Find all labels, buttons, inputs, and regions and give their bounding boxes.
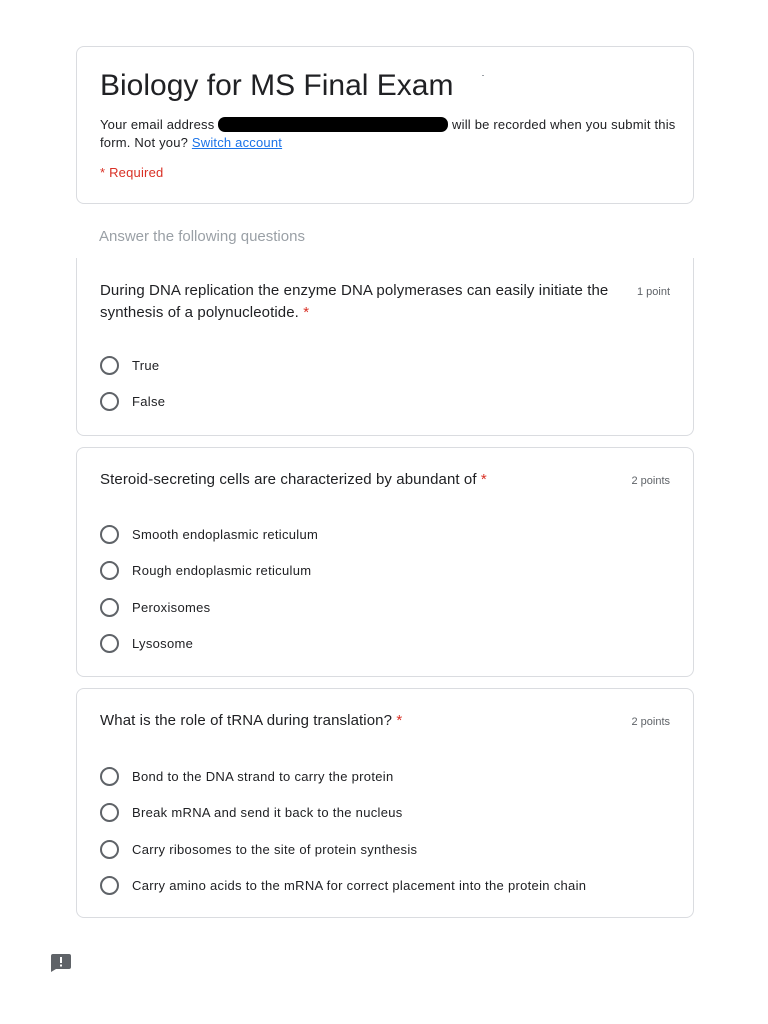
option-label: Peroxisomes bbox=[132, 599, 211, 615]
option-label: Rough endoplasmic reticulum bbox=[132, 563, 312, 579]
option-label: Carry amino acids to the mRNA for correct placement into the protein chain bbox=[132, 878, 587, 894]
option-false[interactable] bbox=[100, 384, 673, 421]
option-rough-er[interactable] bbox=[100, 553, 673, 590]
question-text: What is the role of tRNA during translation? bbox=[100, 712, 393, 729]
question-text: Steroid-secreting cells are characterized by abundant of bbox=[100, 471, 477, 488]
option-label: Lysosome bbox=[132, 636, 194, 652]
required-asterisk: * bbox=[303, 304, 310, 321]
question-points: 2 points bbox=[631, 475, 670, 487]
question-card-1 bbox=[76, 258, 694, 436]
form-header-card bbox=[76, 46, 694, 204]
option-label: False bbox=[132, 394, 166, 410]
radio-unchecked-icon[interactable] bbox=[100, 561, 119, 580]
question-title bbox=[100, 710, 620, 732]
redacted-email bbox=[218, 117, 448, 132]
option-break-mrna[interactable] bbox=[100, 795, 673, 832]
option-label: Smooth endoplasmic reticulum bbox=[132, 526, 319, 542]
question-points: 1 point bbox=[636, 286, 670, 298]
option-true[interactable] bbox=[100, 347, 673, 384]
title-dot bbox=[482, 75, 484, 76]
question-title bbox=[100, 469, 620, 491]
options-list bbox=[100, 516, 673, 662]
radio-unchecked-icon[interactable] bbox=[100, 392, 119, 411]
question-text: During DNA replication the enzyme DNA polymerases can easily initiate the synthesis of a polynucleotide. bbox=[100, 282, 609, 321]
form-title: Biology for MS Final Exam bbox=[100, 69, 454, 102]
question-points: 2 points bbox=[631, 716, 670, 728]
section-description: Answer the following questions bbox=[99, 228, 305, 245]
radio-unchecked-icon[interactable] bbox=[100, 876, 119, 895]
options-list bbox=[100, 758, 673, 904]
email-notice bbox=[100, 116, 680, 152]
radio-unchecked-icon[interactable] bbox=[100, 840, 119, 859]
email-notice-prefix: Your email address bbox=[100, 117, 219, 132]
radio-unchecked-icon[interactable] bbox=[100, 803, 119, 822]
required-asterisk: * bbox=[396, 712, 403, 729]
option-label: Break mRNA and send it back to the nucleus bbox=[132, 805, 403, 821]
feedback-icon[interactable] bbox=[51, 954, 71, 972]
radio-unchecked-icon[interactable] bbox=[100, 634, 119, 653]
radio-unchecked-icon[interactable] bbox=[100, 767, 119, 786]
radio-unchecked-icon[interactable] bbox=[100, 525, 119, 544]
option-carry-amino-acids[interactable] bbox=[100, 868, 673, 905]
option-carry-ribosomes[interactable] bbox=[100, 831, 673, 868]
switch-account-link[interactable]: Switch account bbox=[191, 135, 283, 150]
option-peroxisomes[interactable] bbox=[100, 589, 673, 626]
radio-unchecked-icon[interactable] bbox=[100, 598, 119, 617]
radio-unchecked-icon[interactable] bbox=[100, 356, 119, 375]
question-title bbox=[100, 280, 620, 324]
question-card-3 bbox=[76, 688, 694, 918]
required-note: * Required bbox=[100, 165, 164, 180]
question-card-2 bbox=[76, 447, 694, 677]
required-asterisk: * bbox=[480, 471, 487, 488]
options-list bbox=[100, 347, 673, 420]
option-label: True bbox=[132, 357, 160, 373]
option-label: Bond to the DNA strand to carry the protein bbox=[132, 768, 394, 784]
option-lysosome[interactable] bbox=[100, 626, 673, 663]
email-notice-suffix: will be recorded when you submit this form. Not you? bbox=[100, 117, 676, 150]
option-label: Carry ribosomes to the site of protein synthesis bbox=[132, 841, 418, 857]
option-smooth-er[interactable] bbox=[100, 516, 673, 553]
option-bond-dna[interactable] bbox=[100, 758, 673, 795]
